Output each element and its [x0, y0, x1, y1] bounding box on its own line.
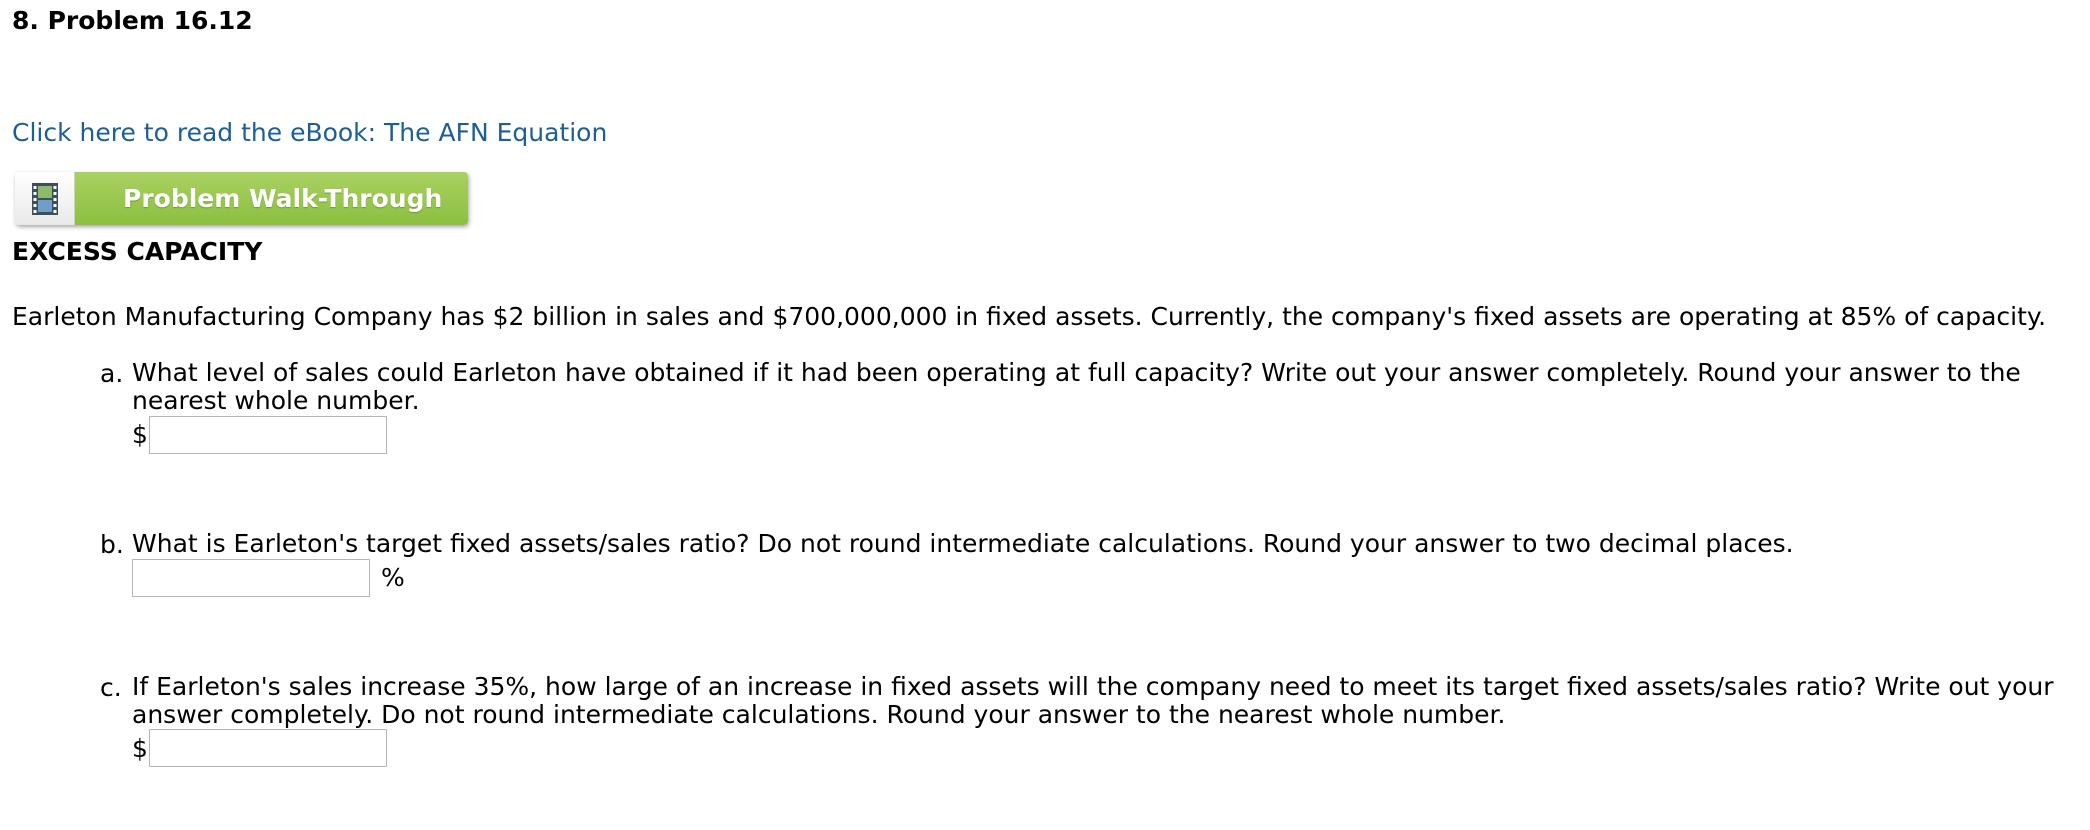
question-b-unit: % — [381, 563, 405, 592]
question-a-text: What level of sales could Earleton have obtained if it had been operating at full capacity? Write out your answer completely. Round your answer to the nearest whole number. — [132, 358, 2021, 415]
question-c-text: If Earleton's sales increase 35%, how large of an increase in fixed assets will the company need to meet its target fixed assets/sales ratio? Write out your answer completely. Do not round intermediate calculations. Round your answer to the nearest whole number. — [132, 672, 2054, 729]
section-heading: EXCESS CAPACITY — [12, 237, 263, 266]
question-c-letter: c. — [100, 673, 122, 702]
question-a-letter: a. — [100, 359, 124, 388]
answer-a-input[interactable] — [149, 416, 387, 454]
film-strip-icon — [15, 172, 75, 225]
problem-intro: Earleton Manufacturing Company has $2 billion in sales and $700,000,000 in fixed assets. Currently, the company's fixed assets are operating at 85% of capacity. — [12, 302, 2047, 331]
answer-c-input[interactable] — [149, 729, 387, 767]
ebook-link[interactable]: Click here to read the eBook: The AFN Equation — [12, 118, 608, 147]
problem-walkthrough-button[interactable] — [15, 172, 468, 225]
walkthrough-label: Problem Walk-Through — [75, 172, 468, 225]
answer-b-input[interactable] — [132, 559, 370, 597]
problem-title: 8. Problem 16.12 — [12, 6, 253, 35]
question-c-unit: $ — [132, 734, 148, 763]
question-a-unit: $ — [132, 420, 148, 449]
question-b-letter: b. — [100, 530, 124, 559]
question-b-text: What is Earleton's target fixed assets/sales ratio? Do not round intermediate calculations. Round your answer to two decimal places. — [132, 529, 1794, 558]
